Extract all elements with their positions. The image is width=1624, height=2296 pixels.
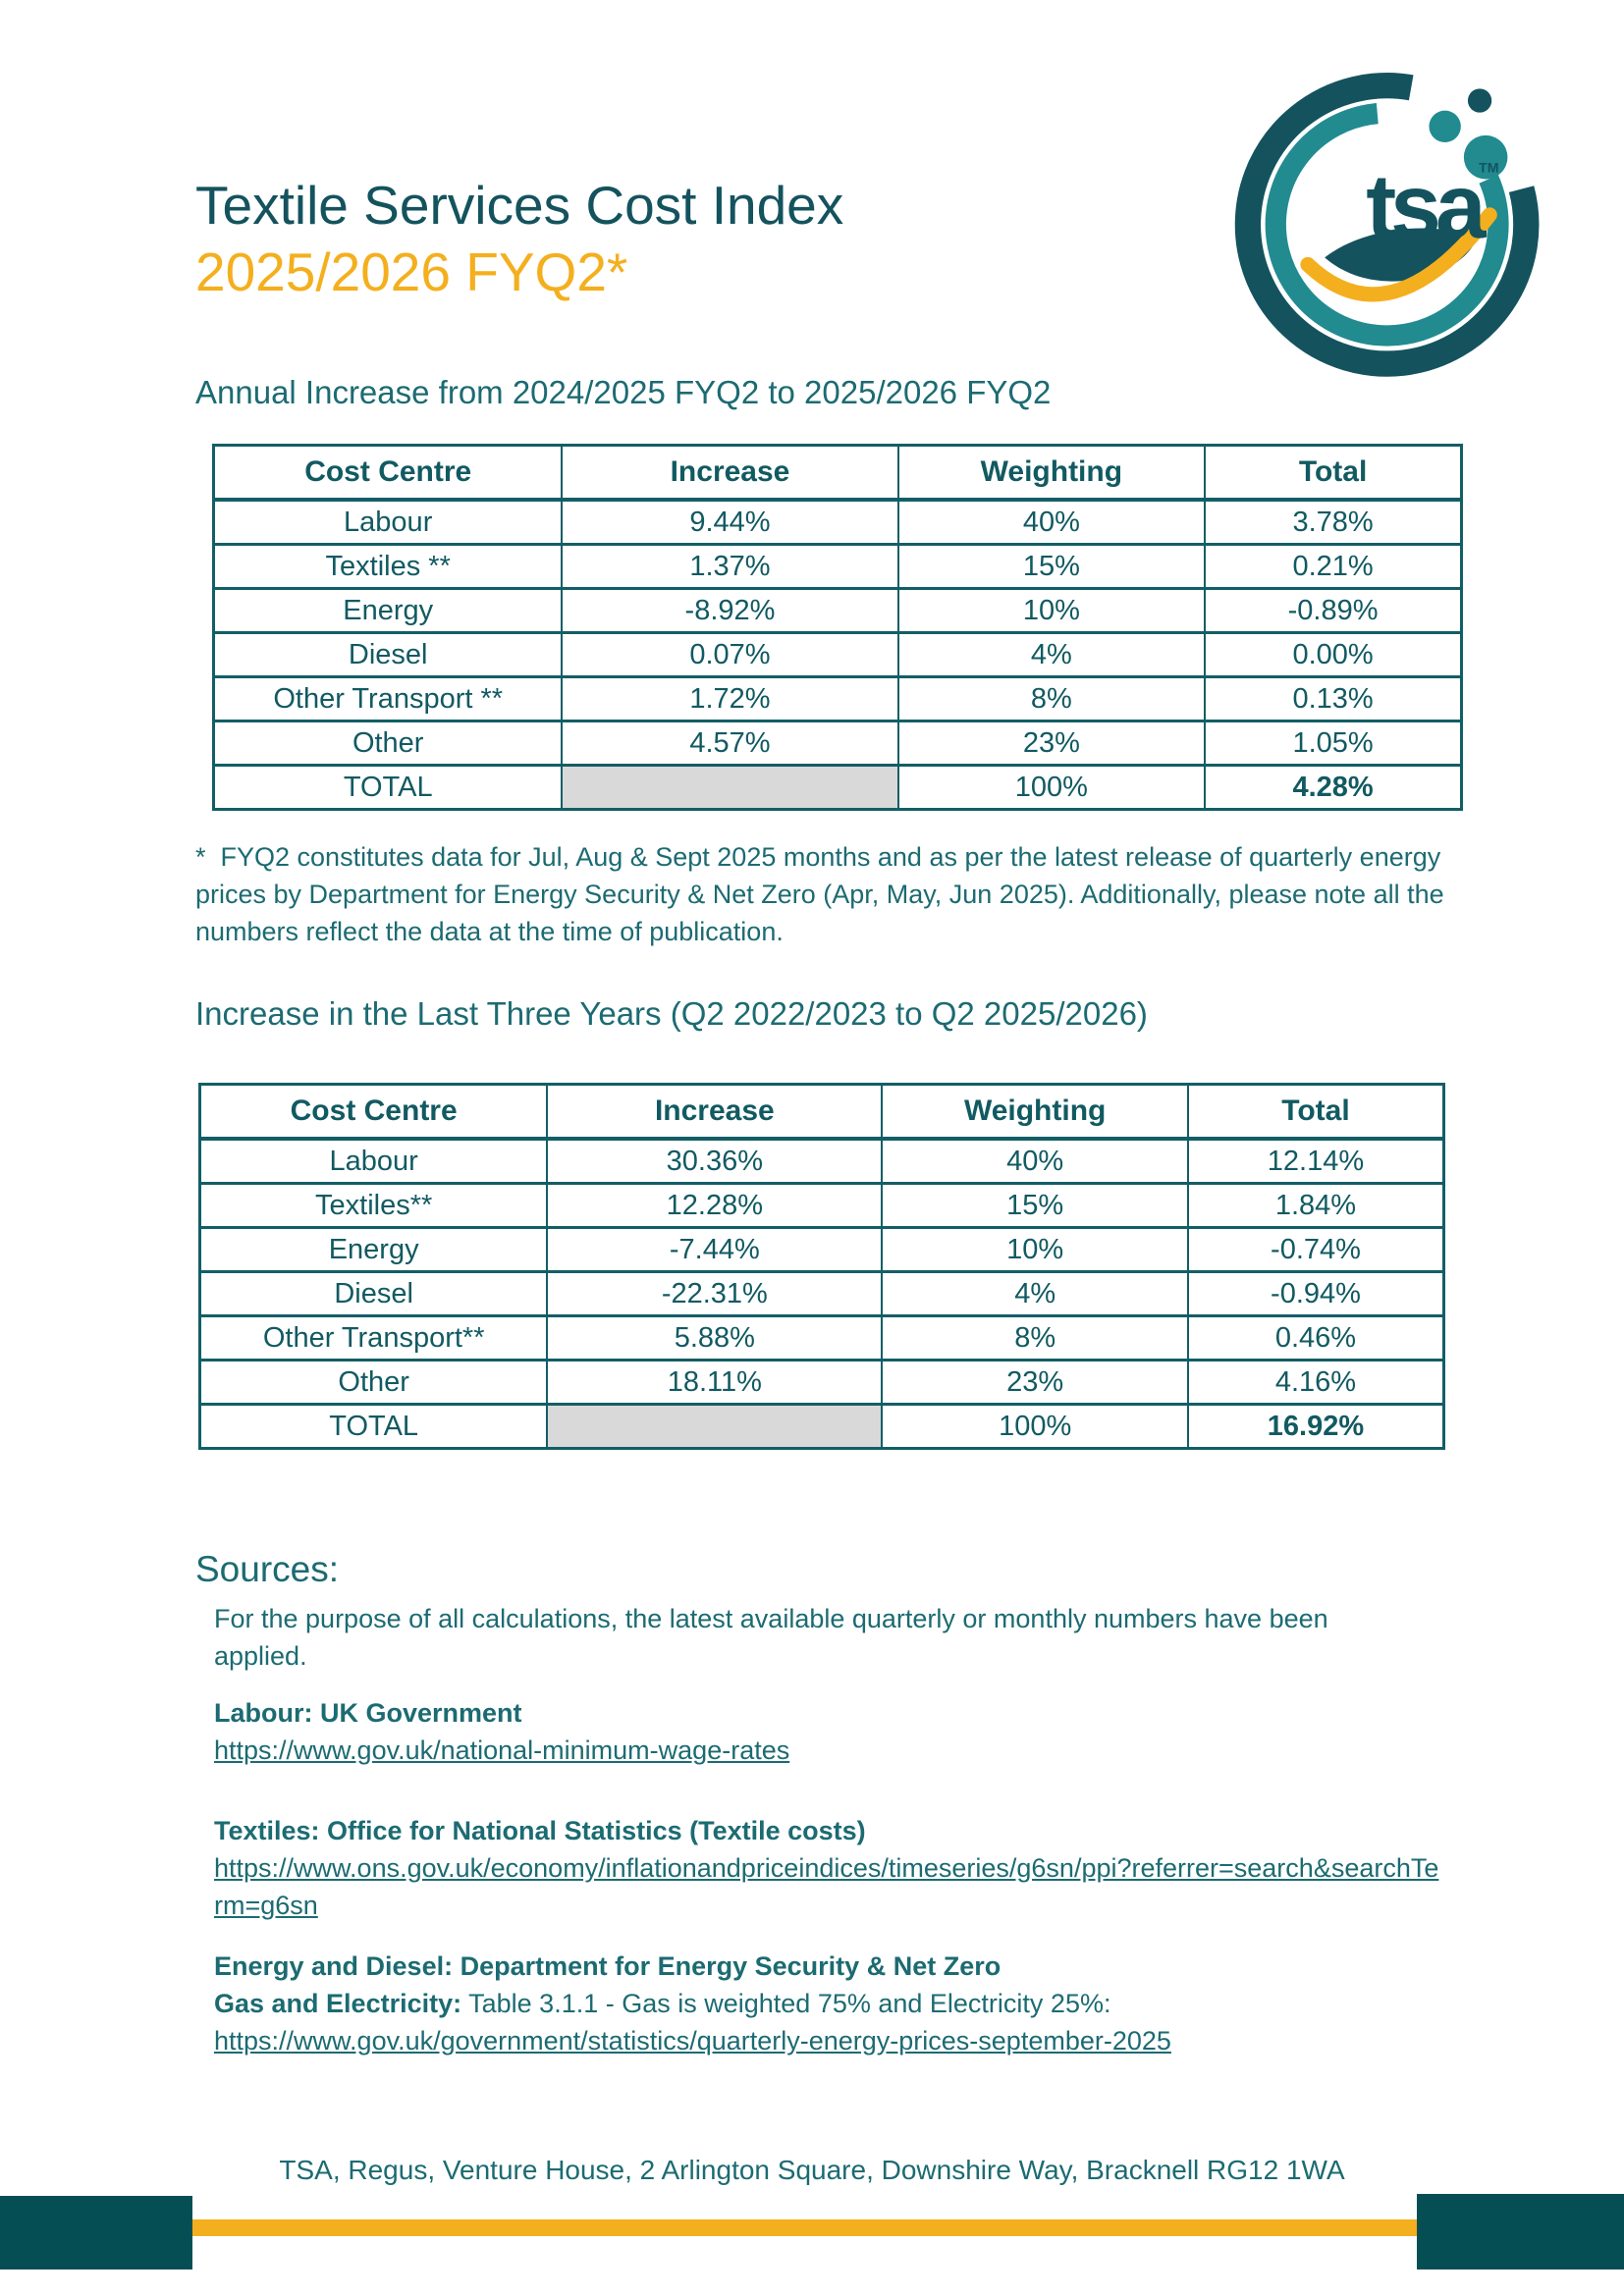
table-cell: Total xyxy=(1205,446,1461,501)
table-row xyxy=(200,1361,1444,1405)
logo-bubble-small-icon xyxy=(1468,88,1491,112)
table-cell: 40% xyxy=(882,1139,1188,1184)
tsa-logo xyxy=(1228,61,1556,389)
table-cell: 0.46% xyxy=(1188,1316,1444,1361)
source-labour xyxy=(214,1694,1439,1769)
table-cell: 8% xyxy=(898,677,1206,721)
table-cell: 0.13% xyxy=(1205,677,1461,721)
table-cell: 10% xyxy=(882,1228,1188,1272)
table-cell: 0.07% xyxy=(562,633,897,677)
footer-left-teal-block xyxy=(0,2196,192,2269)
table-cell: 15% xyxy=(882,1184,1188,1228)
table-cell: 0.21% xyxy=(1205,545,1461,589)
table-cell: Weighting xyxy=(882,1085,1188,1140)
table-cell: Increase xyxy=(562,446,897,501)
source-gas-electricity-text: Table 3.1.1 - Gas is weighted 75% and Electricity 25%: xyxy=(461,1989,1111,2018)
table-row xyxy=(200,1272,1444,1316)
table-cell: 4% xyxy=(898,633,1206,677)
table-cell: -0.94% xyxy=(1188,1272,1444,1316)
table-row xyxy=(214,633,1462,677)
table-cell: 23% xyxy=(898,721,1206,766)
table-cell: -22.31% xyxy=(547,1272,882,1316)
fyq2-footnote: * FYQ2 constitutes data for Jul, Aug & Sept 2025 months and as per the latest release of quarterly energy prices by Department for Energy Security & Net Zero (Apr, May, Jun 2025). Additionally, please note all the numbers reflect the data at the time of publication. xyxy=(195,842,1452,946)
table-cell: -8.92% xyxy=(562,589,897,633)
table-cell: Total xyxy=(1188,1085,1444,1140)
source-gas-electricity-label: Gas and Electricity: xyxy=(214,1989,462,2018)
tsa-logo-icon xyxy=(1228,61,1556,389)
source-textiles-label: Textiles: Office for National Statistics (Textile costs) xyxy=(214,1816,866,1845)
table-cell: 1.84% xyxy=(1188,1184,1444,1228)
table-cell: Weighting xyxy=(898,446,1206,501)
table-total-row xyxy=(200,1405,1444,1449)
table-cell: 10% xyxy=(898,589,1206,633)
logo-wordmark: tsa xyxy=(1366,155,1481,258)
table-cell: -7.44% xyxy=(547,1228,882,1272)
table-cell: Other xyxy=(214,721,563,766)
source-textiles-link[interactable]: https://www.ons.gov.uk/economy/inflationandpriceindices/timeseries/g6sn/ppi?referrer=search&searchTerm=g6sn xyxy=(214,1853,1439,1920)
table-cell: Other xyxy=(200,1361,548,1405)
footer-yellow-bar xyxy=(192,2219,1417,2236)
footer-right-teal-block xyxy=(1417,2194,1624,2269)
table-cell: Energy xyxy=(200,1228,548,1272)
source-labour-link[interactable]: https://www.gov.uk/national-minimum-wage-rates xyxy=(214,1735,790,1765)
table-cell: 0.00% xyxy=(1205,633,1461,677)
source-energy-link[interactable]: https://www.gov.uk/government/statistics/quarterly-energy-prices-september-2025 xyxy=(214,2026,1171,2056)
table-row xyxy=(200,1316,1444,1361)
logo-trademark: TM xyxy=(1479,160,1499,177)
table-cell: 4% xyxy=(882,1272,1188,1316)
source-labour-label: Labour: UK Government xyxy=(214,1698,522,1728)
table-cell: 9.44% xyxy=(562,500,897,545)
sources-body xyxy=(214,1600,1439,2059)
table-header-row xyxy=(200,1085,1444,1140)
table-cell: Diesel xyxy=(214,633,563,677)
source-gas-electricity-line xyxy=(214,1985,1439,2022)
table-cell: 16.92% xyxy=(1188,1405,1444,1449)
page-title-block xyxy=(195,172,843,305)
table-cell: Textiles** xyxy=(200,1184,548,1228)
table-cell: 23% xyxy=(882,1361,1188,1405)
table-cell: Energy xyxy=(214,589,563,633)
three-year-increase-table xyxy=(198,1083,1445,1450)
table-cell: TOTAL xyxy=(214,766,563,810)
footer-address: TSA, Regus, Venture House, 2 Arlington Square, Downshire Way, Bracknell RG12 1WA xyxy=(279,2155,1345,2185)
logo-bubble-medium-icon xyxy=(1429,111,1460,142)
table-cell: 1.72% xyxy=(562,677,897,721)
table-cell: -0.74% xyxy=(1188,1228,1444,1272)
table-cell: 100% xyxy=(882,1405,1188,1449)
table-header-row xyxy=(214,446,1462,501)
table-row xyxy=(214,589,1462,633)
table-cell: TOTAL xyxy=(200,1405,548,1449)
section-heading-three-years: Increase in the Last Three Years (Q2 2022/2023 to Q2 2025/2026) xyxy=(195,995,1148,1032)
sources-heading: Sources: xyxy=(195,1549,340,1589)
table-cell: 1.37% xyxy=(562,545,897,589)
table-cell: 4.28% xyxy=(1205,766,1461,810)
page-subtitle: 2025/2026 FYQ2* xyxy=(195,241,628,303)
source-energy-diesel xyxy=(214,1948,1439,2059)
table-cell: 1.05% xyxy=(1205,721,1461,766)
table-cell: Labour xyxy=(214,500,563,545)
table-cell: 15% xyxy=(898,545,1206,589)
source-energy-label: Energy and Diesel: Department for Energy Security & Net Zero xyxy=(214,1951,1001,1981)
table-cell xyxy=(547,1405,882,1449)
table-cell: 18.11% xyxy=(547,1361,882,1405)
table-row xyxy=(214,500,1462,545)
table-cell: Diesel xyxy=(200,1272,548,1316)
table-cell: 12.14% xyxy=(1188,1139,1444,1184)
table-row xyxy=(214,677,1462,721)
table-cell: 30.36% xyxy=(547,1139,882,1184)
table-cell: 4.16% xyxy=(1188,1361,1444,1405)
table-cell: 100% xyxy=(898,766,1206,810)
table-cell: Other Transport ** xyxy=(214,677,563,721)
table-cell: 3.78% xyxy=(1205,500,1461,545)
annual-increase-table xyxy=(212,444,1463,811)
table-cell: 5.88% xyxy=(547,1316,882,1361)
page-title: Textile Services Cost Index xyxy=(195,175,844,236)
table-row xyxy=(200,1228,1444,1272)
table-cell: 4.57% xyxy=(562,721,897,766)
table-row xyxy=(200,1184,1444,1228)
table-cell: Textiles ** xyxy=(214,545,563,589)
table-cell: 40% xyxy=(898,500,1206,545)
table-cell: Cost Centre xyxy=(200,1085,548,1140)
table-row xyxy=(214,545,1462,589)
table-cell: 8% xyxy=(882,1316,1188,1361)
table-total-row xyxy=(214,766,1462,810)
table-cell: Cost Centre xyxy=(214,446,563,501)
table-cell: -0.89% xyxy=(1205,589,1461,633)
table-row xyxy=(200,1139,1444,1184)
table-row xyxy=(214,721,1462,766)
section-heading-annual-increase: Annual Increase from 2024/2025 FYQ2 to 2025/2026 FYQ2 xyxy=(195,374,1052,410)
table-cell: 12.28% xyxy=(547,1184,882,1228)
table-cell: Other Transport** xyxy=(200,1316,548,1361)
table-cell: Labour xyxy=(200,1139,548,1184)
sources-intro: For the purpose of all calculations, the latest available quarterly or monthly numbers have been applied. xyxy=(214,1604,1328,1671)
table-cell xyxy=(562,766,897,810)
source-textiles xyxy=(214,1812,1439,1924)
table-cell: Increase xyxy=(547,1085,882,1140)
